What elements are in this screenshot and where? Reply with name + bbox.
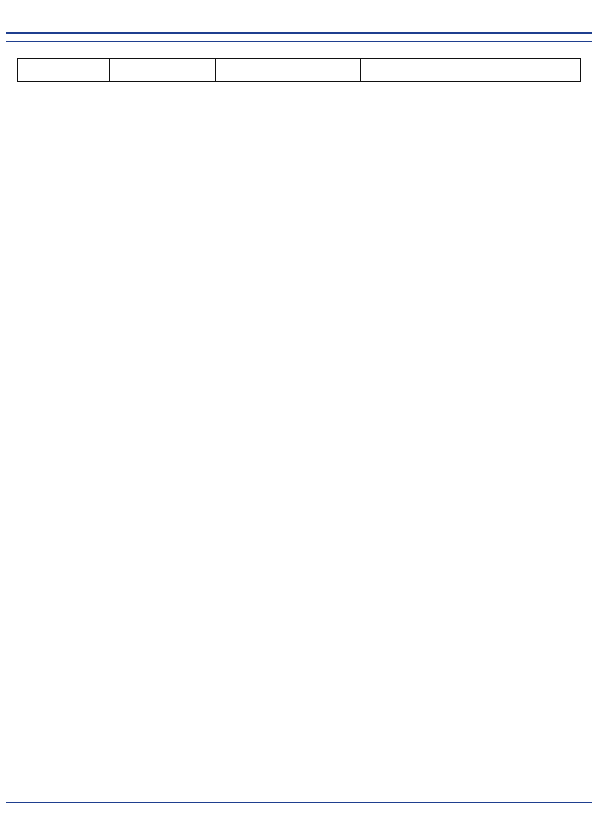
header-cell: [110, 59, 216, 82]
title-rule: [6, 32, 592, 34]
thin-rule: [6, 41, 592, 42]
header-cell: [216, 59, 361, 82]
product-table: [17, 58, 581, 82]
header-cell: [18, 59, 110, 82]
table-header-row: [18, 59, 581, 82]
bottom-rule: [6, 802, 592, 803]
header-cell: [361, 59, 581, 82]
